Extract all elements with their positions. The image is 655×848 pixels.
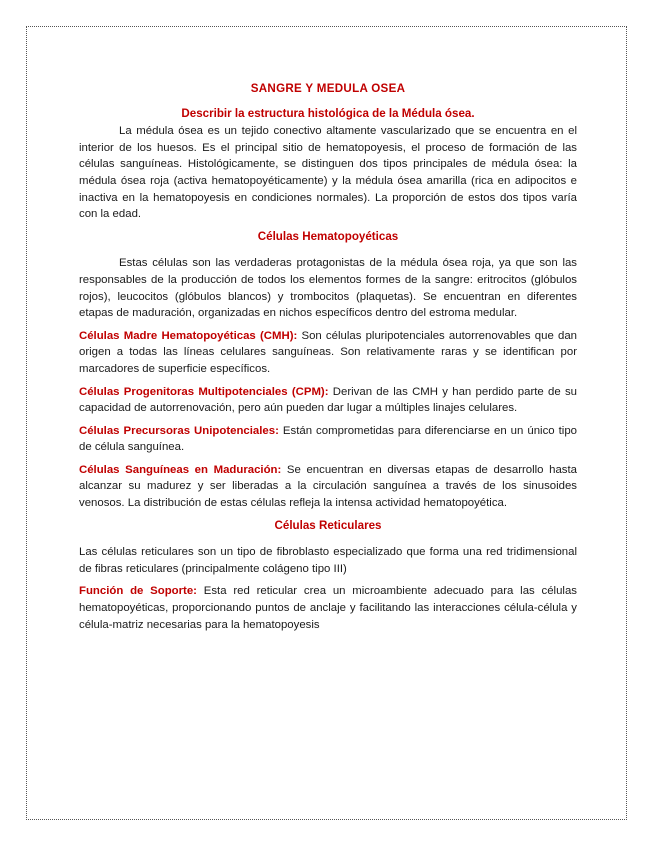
intro-paragraph: La médula ósea es un tejido conectivo altamente vascularizado que se encuentra en el interior de los huesos. Es el principal sitio de hematopoyesis, el proceso de formación de las células sanguíneas. Histológicamente, se distinguen dos tipos principales de médula ósea: la médula ósea roja (activa hematopoyéticamente) y la médula ósea amarilla (rica en adipocitos e inactiva en la hematopoyesis en condiciones normales). La proporción de estos dos tipos varía con la edad.: [79, 125, 577, 221]
section-heading-reticulares: Células Reticulares: [274, 518, 382, 532]
document-page: [26, 26, 627, 820]
document-body: [79, 72, 577, 639]
definition-term: Células Sanguíneas en Maduración:: [79, 463, 282, 476]
definition-item: [79, 462, 577, 512]
document-title: SANGRE Y MEDULA OSEA: [250, 82, 406, 95]
definition-term: Células Precursoras Unipotenciales:: [79, 424, 279, 437]
definition-item: [79, 384, 577, 417]
definition-text: Se encuentran en diversas etapas de desarrollo hasta alcanzar su madurez y ser liberadas a la circulación sanguínea a través de los sinusoides venosos. La distribución de estas células refleja la intensa actividad hematopoyética.: [79, 463, 577, 510]
definition-item: [79, 583, 577, 633]
definition-item: [79, 328, 577, 378]
section-heading-hematopoyeticas: Células Hematopoyéticas: [257, 229, 399, 243]
definition-term: Función de Soporte:: [79, 585, 197, 598]
section-paragraph: Las células reticulares son un tipo de fibroblasto especializado que forma una red tridimensional de fibras reticulares (principalmente colágeno tipo III): [79, 546, 577, 575]
definition-text: Están comprometidas para diferenciarse en un único tipo de célula sanguínea.: [79, 424, 577, 454]
definition-term: Células Progenitoras Multipotenciales (CPM):: [79, 385, 329, 398]
definition-term: Células Madre Hematopoyéticas (CMH):: [79, 329, 298, 342]
definition-text: Derivan de las CMH y han perdido parte de su capacidad de autorrenovación, pero aún pueden dar lugar a múltiples linajes celulares.: [79, 385, 577, 415]
document-subtitle: Describir la estructura histológica de la Médula ósea.: [181, 106, 475, 120]
section-paragraph: Estas células son las verdaderas protagonistas de la médula ósea roja, ya que son las responsables de la producción de todos los elementos formes de la sangre: eritrocitos (glóbulos rojos), leucocitos (glóbulos blancos) y trombocitos (plaquetas). Se encuentran en diferentes etapas de maduración, organizadas en nichos específicos dentro del estroma medular.: [79, 257, 577, 320]
definition-text: Son células pluripotenciales autorrenovables que dan origen a todas las líneas celulares sanguíneas. Son relativamente raras y se identifican por marcadores de superficie específicos.: [79, 329, 577, 375]
definition-text: Esta red reticular crea un microambiente adecuado para las células hematopoyéticas, proporcionando puntos de anclaje y facilitando las interacciones célula-célula y célula-matriz necesarias para la hematopoyesis: [79, 585, 577, 631]
definition-item: [79, 423, 577, 456]
